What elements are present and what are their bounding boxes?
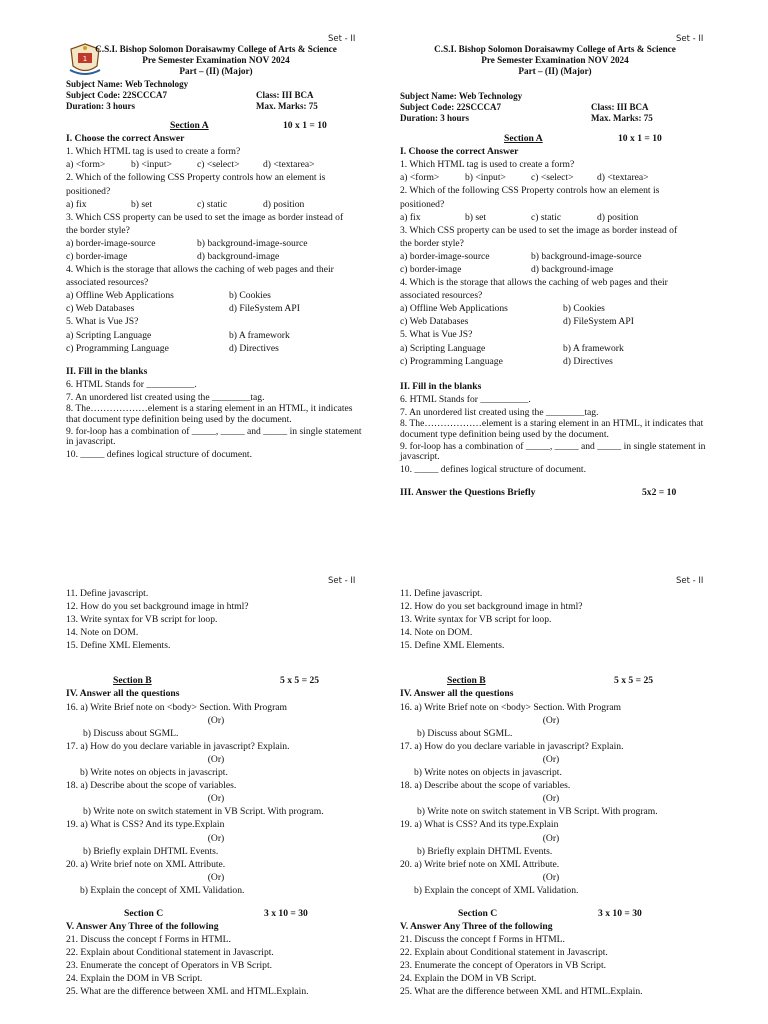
q2-opt-a-right: a) fix [400,211,421,223]
q14-right: 14. Note on DOM. [400,627,473,639]
q4-line1: 4. Which is the storage that allows the caching of web pages and their [66,264,334,276]
q1-opt-d-right: d) <textarea> [597,172,649,184]
q3-options-ab [66,237,366,250]
q24: 24. Explain the DOM in VB Script. [66,973,203,985]
q3-opt-c: c) border-image [66,251,128,263]
q16a: 16. a) Write Brief note on <body> Section. With Program [66,701,287,713]
top-left-panel [66,44,366,461]
section-a-title: Section A [170,120,209,132]
q21: 21. Discuss the concept f Forms in HTML. [66,934,231,946]
q19b-right: b) Briefly explain DHTML Events. [417,845,553,857]
part-title: Part – (II) (Major) [179,65,253,76]
q3-opt-b: b) background-image-source [197,237,308,249]
q5-options-ab [66,329,366,342]
q5-opt-c: c) Programming Language [66,342,169,354]
q20b-right: b) Explain the concept of XML Validation. [414,884,579,896]
set-label-right: Set - II [676,34,704,44]
q20a: 20. a) Write brief note on XML Attribute. [66,858,226,870]
college-name-right: C.S.I. Bishop Solomon Doraisawmy College of Arts & Science [434,44,676,54]
q5-opt-b: b) A framework [229,329,290,341]
q15: 15. Define XML Elements. [66,640,171,652]
q5: 5. What is Vue JS? [66,316,139,328]
section-b-heading-right: IV. Answer all the questions [400,688,514,700]
q4-opt-d: d) FileSystem API [229,303,300,315]
subject-code-row [66,90,366,101]
q3-opt-c-right: c) border-image [400,264,462,276]
q4-opt-a: a) Offline Web Applications [66,290,174,302]
q3-opt-a: a) border-image-source [66,237,156,249]
q12: 12. How do you set background image in html? [66,601,249,613]
q1-right: 1. Which HTML tag is used to create a form? [400,159,575,171]
q4-opt-d-right: d) FileSystem API [563,316,634,328]
top-right-panel [400,44,710,499]
class-label-right: Class: III BCA [591,101,649,112]
section-a-marks: 10 x 1 = 10 [283,120,327,132]
q7: 7. An unordered list created using the ________tag. [66,391,265,403]
q3-opt-d: d) background-image [197,251,280,263]
q2-opt-c-right: c) static [531,211,562,223]
q18a-right: 18. a) Describe about the scope of variables. [400,780,571,792]
or-19-right: (Or) [542,832,560,844]
subject-name: Subject Name: Web Technology [66,79,189,90]
section-c-header [66,907,366,920]
section-b-header-right [400,674,710,687]
q4-opt-c: c) Web Databases [66,303,135,315]
q5-opt-a-right: a) Scripting Language [400,342,486,354]
duration-row-right [400,113,710,124]
section-b-header [66,674,366,687]
section-b-marks-right: 5 x 5 = 25 [614,675,654,687]
q18b: b) Write note on switch statement in VB Script. With program. [83,806,324,818]
duration: Duration: 3 hours [66,100,136,111]
subject-name-right: Subject Name: Web Technology [400,91,523,102]
q11-right: 11. Define javascript. [400,588,483,599]
q2-line1-right: 2. Which of the following CSS Property controls how an element is [400,185,660,197]
q2-line1: 2. Which of the following CSS Property controls how an element is [66,172,326,184]
q4-options-ab [66,289,366,302]
q20a-right: 20. a) Write brief note on XML Attribute. [400,858,560,870]
section-b-heading: IV. Answer all the questions [66,688,180,700]
section-a-header [66,119,366,132]
exam-title: Pre Semester Examination NOV 2024 [142,54,290,65]
q19b: b) Briefly explain DHTML Events. [83,845,219,857]
q3-line2: the border style? [66,224,130,236]
q5-opt-c-right: c) Programming Language [400,355,503,367]
set-label-bottom-right: Set - II [676,576,704,586]
part-title-right: Part – (II) (Major) [518,65,592,76]
q23: 23. Enumerate the concept of Operators in VB Script. [66,960,273,972]
q3-opt-b-right: b) background-image-source [531,250,642,262]
section-a-heading-right: I. Choose the correct Answer [400,146,519,158]
q9-right: 9. for-loop has a combination of _____, _____ and _____ in single statement in javascript. [400,440,706,463]
q2-line2: positioned? [66,185,111,197]
q4-line2-right: associated resources? [400,290,483,302]
q23-right: 23. Enumerate the concept of Operators in VB Script. [400,960,607,972]
q25-right: 25. What are the difference between XML and HTML.Explain. [400,986,643,998]
subject-name-row-right [400,91,710,102]
q5-opt-b-right: b) A framework [563,342,624,354]
q5-opt-d-right: d) Directives [563,355,613,367]
or-18: (Or) [207,793,225,805]
q1-opt-c-right: c) <select> [531,172,574,184]
q5-opt-a: a) Scripting Language [66,329,152,341]
q2-opt-d-right: d) position [597,211,639,223]
q1-opt-b: b) <input> [131,159,172,171]
section-b-title-right: Section B [447,675,486,687]
fill-blanks-heading-right: II. Fill in the blanks [400,380,482,392]
q13-right: 13. Write syntax for VB script for loop. [400,614,552,626]
section-a-heading: I. Choose the correct Answer [66,133,185,145]
brief-marks-right: 5x2 = 10 [642,487,677,499]
subject-code: Subject Code: 22SCCCA7 [66,89,167,100]
duration-right: Duration: 3 hours [400,112,470,123]
bottom-right-panel [400,587,710,999]
fill-blanks-heading: II. Fill in the blanks [66,365,148,377]
q10-right: 10. _____ defines logical structure of document. [400,464,586,476]
subject-code-right: Subject Code: 22SCCCA7 [400,101,501,112]
duration-row [66,101,366,112]
section-c-marks-right: 3 x 10 = 30 [598,907,642,919]
section-c-marks: 3 x 10 = 30 [264,907,308,919]
q8: 8. The………………element is a staring element in an HTML, it indicates that document type definition being used by the document. [66,403,353,425]
bottom-left-panel [66,587,366,999]
subject-code-row-right [400,102,710,113]
q4-opt-b: b) Cookies [229,290,271,302]
q15-right: 15. Define XML Elements. [400,640,505,652]
q6: 6. HTML Stands for __________. [66,378,197,390]
or-16-right: (Or) [542,714,560,726]
q4-opt-a-right: a) Offline Web Applications [400,303,508,315]
q5-right: 5. What is Vue JS? [400,329,473,341]
brief-header-right [400,486,710,499]
college-name: C.S.I. Bishop Solomon Doraisawmy College of Arts & Science [95,44,337,54]
q2-opt-b: b) set [131,198,153,210]
q2-opt-c: c) static [197,198,228,210]
q1-opt-d: d) <textarea> [263,159,315,171]
q3-opt-d-right: d) background-image [531,264,614,276]
q3-line1: 3. Which CSS property can be used to set the image as border instead of [66,211,344,223]
q2-opt-a: a) fix [66,198,87,210]
q6-right: 6. HTML Stands for __________. [400,393,531,405]
q16b: b) Discuss about SGML. [83,727,179,739]
q2-line2-right: positioned? [400,198,445,210]
section-c-heading-right: V. Answer Any Three of the following [400,920,553,932]
or-20: (Or) [207,871,225,883]
q14: 14. Note on DOM. [66,627,139,639]
section-c-header-right [400,907,710,920]
section-a-title-right: Section A [504,133,543,145]
q1-options [66,158,366,171]
q4-line1-right: 4. Which is the storage that allows the caching of web pages and their [400,277,668,289]
q3-opt-a-right: a) border-image-source [400,250,490,262]
q9: 9. for-loop has a combination of _____, _____ and _____ in single statement in javascript. [66,425,362,448]
or-20-right: (Or) [542,871,560,883]
q24-right: 24. Explain the DOM in VB Script. [400,973,537,985]
exam-title-right: Pre Semester Examination NOV 2024 [481,54,629,65]
max-marks: Max. Marks: 75 [256,100,318,111]
section-c-title-right: Section C [458,907,498,919]
section-a-header-right [400,132,710,145]
section-c-heading: V. Answer Any Three of the following [66,920,219,932]
or-17: (Or) [207,753,225,765]
q3-options-cd-right [400,263,710,276]
max-marks-right: Max. Marks: 75 [591,112,653,123]
svg-text:1: 1 [82,55,88,63]
q22: 22. Explain about Conditional statement in Javascript. [66,947,274,959]
or-18-right: (Or) [542,793,560,805]
q4-options-cd [66,302,366,315]
q10: 10. _____ defines logical structure of document. [66,449,252,461]
q3-line2-right: the border style? [400,237,464,249]
q1-opt-a: a) <form> [66,159,106,171]
q4-line2: associated resources? [66,277,149,289]
q17b-right: b) Write notes on objects in javascript. [414,767,562,779]
or-16: (Or) [207,714,225,726]
q18b-right: b) Write note on switch statement in VB Script. With program. [417,806,658,818]
q19a-right: 19. a) What is CSS? And its type.Explain [400,819,559,831]
q5-options-cd [66,342,366,355]
q13: 13. Write syntax for VB script for loop. [66,614,218,626]
section-c-title: Section C [124,907,164,919]
q11: 11. Define javascript. [66,588,149,599]
q5-options-cd-right [400,355,710,368]
q2-opt-d: d) position [263,198,305,210]
q22-right: 22. Explain about Conditional statement in Javascript. [400,947,608,959]
q20b: b) Explain the concept of XML Validation. [80,884,245,896]
q1: 1. Which HTML tag is used to create a form? [66,146,241,158]
q16a-right: 16. a) Write Brief note on <body> Section. With Program [400,701,621,713]
section-b-title: Section B [113,675,152,687]
subject-name-row [66,79,366,90]
q17a-right: 17. a) How do you declare variable in javascript? Explain. [400,740,624,752]
q4-options-ab-right [400,302,710,315]
q5-options-ab-right [400,342,710,355]
q3-line1-right: 3. Which CSS property can be used to set the image as border instead of [400,224,678,236]
q3-options-ab-right [400,250,710,263]
or-17-right: (Or) [542,753,560,765]
q17b: b) Write notes on objects in javascript. [80,767,228,779]
q25: 25. What are the difference between XML and HTML.Explain. [66,986,309,998]
q2-opt-b-right: b) set [465,211,487,223]
q7-right: 7. An unordered list created using the ________tag. [400,406,599,418]
q17a: 17. a) How do you declare variable in javascript? Explain. [66,740,290,752]
q21-right: 21. Discuss the concept f Forms in HTML. [400,934,565,946]
q18a: 18. a) Describe about the scope of variables. [66,780,237,792]
q19a: 19. a) What is CSS? And its type.Explain [66,819,225,831]
q16b-right: b) Discuss about SGML. [417,727,513,739]
q1-opt-b-right: b) <input> [465,172,506,184]
q3-options-cd [66,250,366,263]
q2-options-right [400,211,710,224]
brief-heading-right: III. Answer the Questions Briefly [400,487,536,499]
class-label: Class: III BCA [256,89,314,100]
q4-options-cd-right [400,315,710,328]
q4-opt-b-right: b) Cookies [563,303,605,315]
section-a-marks-right: 10 x 1 = 10 [618,133,662,145]
q5-opt-d: d) Directives [229,342,279,354]
set-label: Set - II [328,34,356,44]
q1-opt-c: c) <select> [197,159,240,171]
q8-right: 8. The………………element is a staring element in an HTML, it indicates that document type definition being used by the document. [400,418,704,440]
or-19: (Or) [207,832,225,844]
set-label-bottom-left: Set - II [328,576,356,586]
q4-opt-c-right: c) Web Databases [400,316,469,328]
q2-options [66,198,366,211]
q1-options-right [400,171,710,184]
q1-opt-a-right: a) <form> [400,172,440,184]
section-b-marks: 5 x 5 = 25 [280,675,320,687]
q12-right: 12. How do you set background image in html? [400,601,583,613]
